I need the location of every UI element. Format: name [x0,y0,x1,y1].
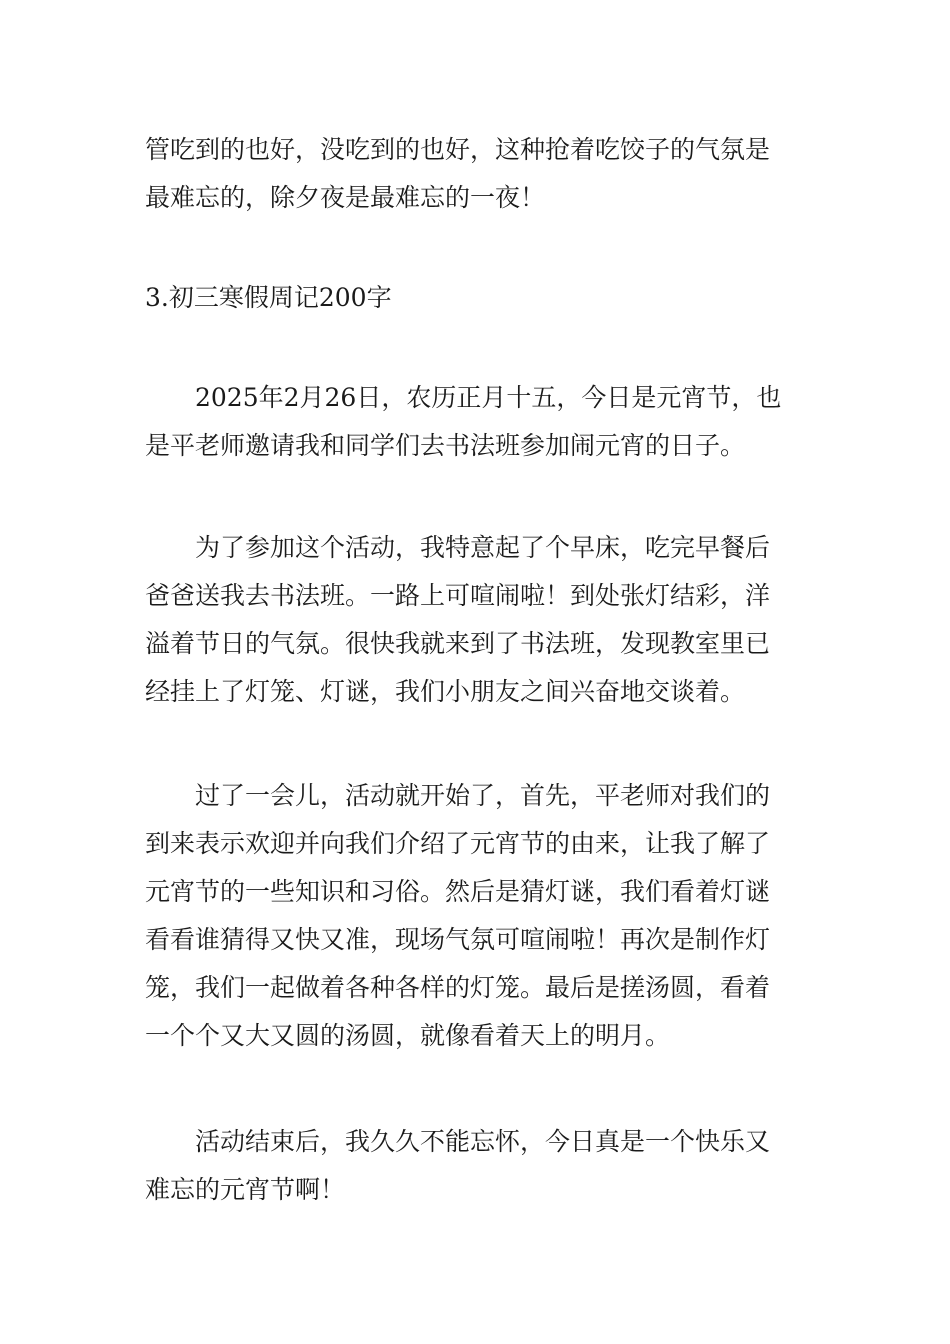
heading-text: 3.初三寒假周记200字 [145,283,392,312]
paragraph-2 [145,524,809,716]
paragraph-1 [145,374,809,470]
paragraph-line: 爸爸送我去书法班。一路上可喧闹啦！到处张灯结彩，洋 [145,581,771,610]
paragraph-line: 经挂上了灯笼、灯谜，我们小朋友之间兴奋地交谈着。 [145,677,746,706]
paragraph-line: 过了一会儿，活动就开始了，首先，平老师对我们的 [195,781,771,810]
paragraph-line: 活动结束后，我久久不能忘怀，今日真是一个快乐又 [195,1127,771,1156]
section-heading [145,274,809,322]
paragraph-line: 是平老师邀请我和同学们去书法班参加闹元宵的日子。 [145,431,746,460]
paragraph-line: 元宵节的一些知识和习俗。然后是猜灯谜，我们看着灯谜 [145,877,771,906]
paragraph-4 [145,1118,809,1214]
paragraph-line: 管吃到的也好，没吃到的也好，这种抢着吃饺子的气氛是 [145,135,771,164]
paragraph-line: 笼，我们一起做着各种各样的灯笼。最后是搓汤圆，看着 [145,973,771,1002]
paragraph-line: 溢着节日的气氛。很快我就来到了书法班，发现教室里已 [145,629,771,658]
paragraph-3 [145,772,809,1060]
paragraph-line: 一个个又大又圆的汤圆，就像看着天上的明月。 [145,1021,671,1050]
paragraph-line: 最难忘的，除夕夜是最难忘的一夜！ [145,183,546,212]
paragraph-line: 到来表示欢迎并向我们介绍了元宵节的由来，让我了解了 [145,829,771,858]
paragraph-line: 为了参加这个活动，我特意起了个早床，吃完早餐后 [195,533,771,562]
paragraph-line: 难忘的元宵节啊！ [145,1175,346,1204]
continuation-paragraph [145,126,809,222]
paragraph-line: 看看谁猜得又快又准，现场气氛可喧闹啦！再次是制作灯 [145,925,771,954]
paragraph-line: 2025年2月26日，农历正月十五，今日是元宵节，也 [195,383,782,412]
